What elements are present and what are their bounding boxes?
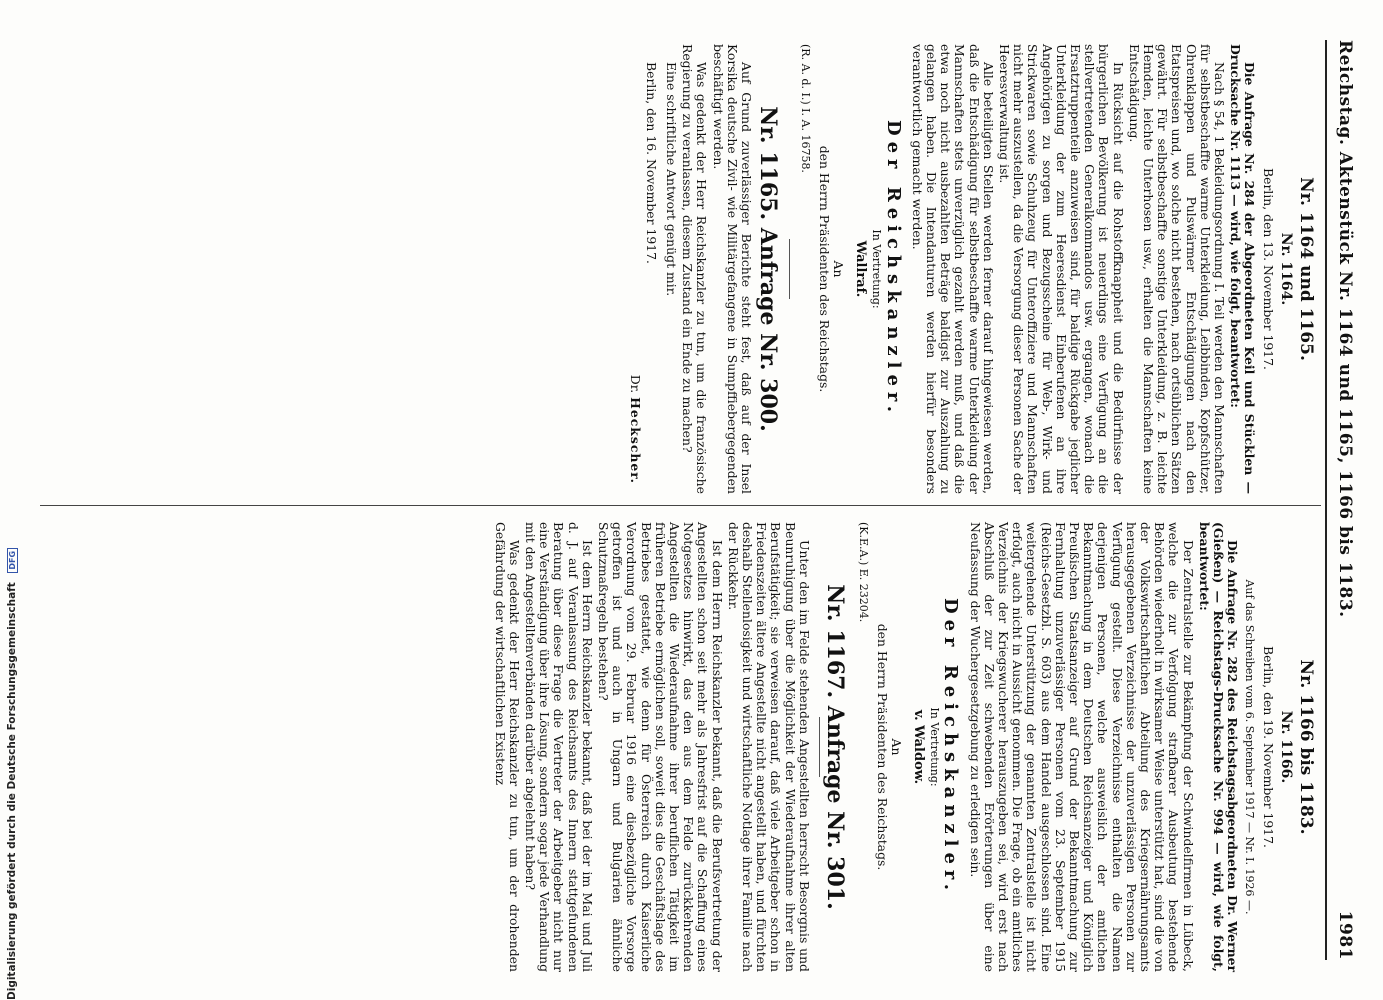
anfrage-paragraph: Was gedenkt der Herr Reichskanzler zu tun, um der drohenden Gefährdung der wirtschaftlichen Existenz xyxy=(492,522,522,972)
separator xyxy=(819,717,820,777)
anfrage-paragraph: Auf Grund zuverlässiger Berichte steht fest, daß auf der Insel Korsika deutsche Zivil- wie Militärgefangene in Sumpffiebergegenden beschäftigt werden. xyxy=(710,44,755,494)
anfrage-paragraph: Ist dem Herrn Reichskanzler bekannt, daß die Berufsvertretung der Angestellten schon seit mehr als Jahresfrist auf die Schaffung eines Notgesetzes hinwirkt, das den aus dem Felde zurückkehrenden Angestellten die Wiederaufnahme ihrer beruflichen Tätigkeit im früheren Betriebe ermöglichen soll, soweit dies die Geschäftslage des Betriebes gestattet, wie denn für Österreich durch Kaiserliche Verordnung vom 29. Februar 1916 eine diesbezügliche Vorsorge getroffen ist und auch in Ungarn und Bulgarien ähnliche Schutzmaßregeln bestehen? xyxy=(596,522,725,972)
dateline: Berlin, den 19. November 1917. xyxy=(1260,646,1276,848)
section-heading: Nr. 1164 und 1165. xyxy=(1296,177,1316,361)
place-date: Berlin, den 16. November 1917. xyxy=(643,62,659,264)
body-paragraph: Nach § 54, 1 Bekleidungsordnung I. Teil werden den Mannschaften für selbstbeschaffte warme Unterkleidung, Leibbinden, Kopfschützer, Ohrenklappen und Pulswärmer Entschädigungen nach den Etatspreisen und, wo solche nicht bestehen, nach ortsüblichen Sätzen gewährt. Für selbstbeschaffte sonstige Unterkleidung, z. B. leichte Hemden, leichte Unterhosen usw., erhalten die Mannschaften keine Entschädigung. xyxy=(1126,44,1227,494)
signature-name: v. Waldow. xyxy=(910,709,926,785)
signature-subtitle: In Vertretung: xyxy=(928,707,942,787)
digitization-credit-text: Digitalisierung gefördert durch die Deutsche Forschungsgemeinschaft xyxy=(6,582,18,1000)
address-an: An xyxy=(830,260,846,278)
address: den Herrn Präsidenten des Reichstags. xyxy=(816,145,832,393)
running-head-title: Reichstag. Aktenstück Nr. 1164 und 1165, 1166 bis 1183. xyxy=(1335,40,1355,618)
anfrage-heading: Nr. 1165. Anfrage Nr. 300. xyxy=(755,106,782,432)
anfrage-paragraph: Eine schriftliche Antwort genügt mir. xyxy=(664,62,680,297)
anfrage-paragraph: Unter den im Felde stehenden Angestellten herrscht Besorgnis und Beunruhigung über die Möglichkeit der Wiederaufnahme ihrer alten Berufstätigkeit; sie verweisen darauf, daß viele Arbeitgeber schon in Friedenszeiten ältere Angestellte nicht angestellt haben, und fürchten deshalb Stellenlosigkeit und wirtschaftliche Notlage ihrer Familie nach der Rückkehr. xyxy=(725,522,812,972)
signer-name: Heckscher. xyxy=(627,397,643,484)
body-paragraph: In Rücksicht auf die Rohstoffknappheit und die Bedürfnisse der bürgerlichen Bevölkerung ist neuerdings eine Verfügung an die stellvertretenden Generalkommandos usw. ergangen, wonach die Ersatztruppenteile anzuweisen sind, für baldige Rückgabe jeglicher Unterkleidung der zum Heeresdienst Einberufenen an ihre Angehörigen zu sorgen und Bezugsscheine für Web-, Wirk- und Strickwaren sowie Schuhzeug für Unteroffiziere und Mannschaften nicht mehr auszustellen, da die Versorgung dieser Personen Sache der Heeresverwaltung ist. xyxy=(996,44,1126,494)
right-column xyxy=(490,522,1319,972)
dfg-logo: DFG xyxy=(7,548,18,573)
page-number: 1981 xyxy=(1335,910,1355,960)
address-an: An xyxy=(888,738,904,756)
signature-title: Der Reichskanzler. xyxy=(882,119,904,419)
section-heading: Nr. 1166 bis 1183. xyxy=(1296,659,1316,835)
anfrage-paragraph: Was gedenkt der Herr Reichskanzler zu tun, um die französische Regierung zu veranlassen, diesem Zustand ein Ende zu machen? xyxy=(680,44,710,494)
lead-paragraph: Die Anfrage Nr. 284 der Abgeordneten Keil und Stücklen — Drucksache Nr. 1113 — wird, wie folgt, beantwortet: xyxy=(1228,44,1258,494)
reference-number: (K.E.A.) E. 23204. xyxy=(857,522,871,623)
left-column xyxy=(619,44,1319,494)
signer xyxy=(627,44,641,484)
signature-name: Wallraf. xyxy=(853,240,869,298)
dateline: Berlin, den 13. November 1917. xyxy=(1260,168,1276,370)
anfrage-paragraph: Ist dem Herrn Reichskanzler bekannt, daß bei der im Mai und Juli d. J. auf Veranlassung des Reichsamts des Innern stattgefundenen Beratung über diese Frage die Vertreter der Arbeitgeber nicht nur eine Verständigung über ihre Lösung, sondern sogar jede Verhandlung mit den Angestelltenverbänden darüber abgelehnt haben? xyxy=(523,522,595,972)
header-rule xyxy=(1325,40,1327,960)
anfrage-heading: Nr. 1167. Anfrage Nr. 301. xyxy=(822,584,849,910)
column-rule xyxy=(40,505,1321,506)
signature-subtitle: In Vertretung: xyxy=(870,229,884,309)
separator xyxy=(789,239,790,299)
address: den Herrn Präsidenten des Reichstags. xyxy=(874,623,890,871)
lead-paragraph: Die Anfrage Nr. 282 des Reichstagsabgeordneten Dr. Werner (Gießen) — Reichstags-Drucksache Nr. 994 — wird, wie folgt, beantwortet: xyxy=(1196,522,1241,972)
signer-prefix: Dr. xyxy=(627,374,643,394)
signature-title: Der Reichskanzler. xyxy=(940,597,962,897)
body-paragraph: Alle beteiligten Stellen werden ferner darauf hingewiesen werden, daß die Entschädigung für selbstbeschaffte warme Unterkleidung der Mannschaften stets unverzüglich gezahlt werden muß, und daß die etwa noch nicht ausbezahlten Beträge baldigst zur Auszahlung zu gelangen haben. Die Intendanturen werden hierfür besonders verantwortlich gemacht werden. xyxy=(909,44,996,494)
document-number: Nr. 1166. xyxy=(1277,710,1294,784)
reference-note: Auf das Schreiben vom 6. September 1917 — Nr. I. 1926 —. xyxy=(1243,579,1257,915)
body-paragraph: Der Zentralstelle zur Bekämpfung der Schwindelfirmen in Lübeck, welche die zur Verfolgung strafbarer Ausbeutung bestehende Behörden wiederholt in wirksamer Weise unterstützt hat, sind die von der Volkswirtschaftlichen Abteilung des Kriegsernährungsamts herausgegebenen Verzeichnisse der unzuverlässigen Personen zur Verfügung gestellt. Diese Verzeichnisse enthalten die Namen derjenigen Personen, welche ausweislich der amtlichen Bekanntmachung in dem Deutschen Reichsanzeiger und Königlich Preußischen Staatsanzeiger auf Grund der Bekanntmachung zur Fernhaltung unzuverlässiger Personen vom 23. September 1915 (Reichs-Gesetzbl. S. 603) aus dem Handel ausgeschlossen sind. Eine weitergehende Unterstützung der genannten Zentralstelle ist nicht erfolgt, auch nicht in Aussicht genommen. Die Frage, ob ein amtliches Verzeichnis der Kriegswucherer herauszugeben sei, wird erst nach Abschluß der zur Zeit schwebenden Erörterungen über eine Neufassung der Wuchergesetzgebung zu erledigen sein. xyxy=(967,522,1196,972)
running-head xyxy=(1333,40,1355,960)
reference-number: (R. A. d. I.) I. A. 16758. xyxy=(799,44,813,173)
document-number: Nr. 1164. xyxy=(1277,232,1294,306)
